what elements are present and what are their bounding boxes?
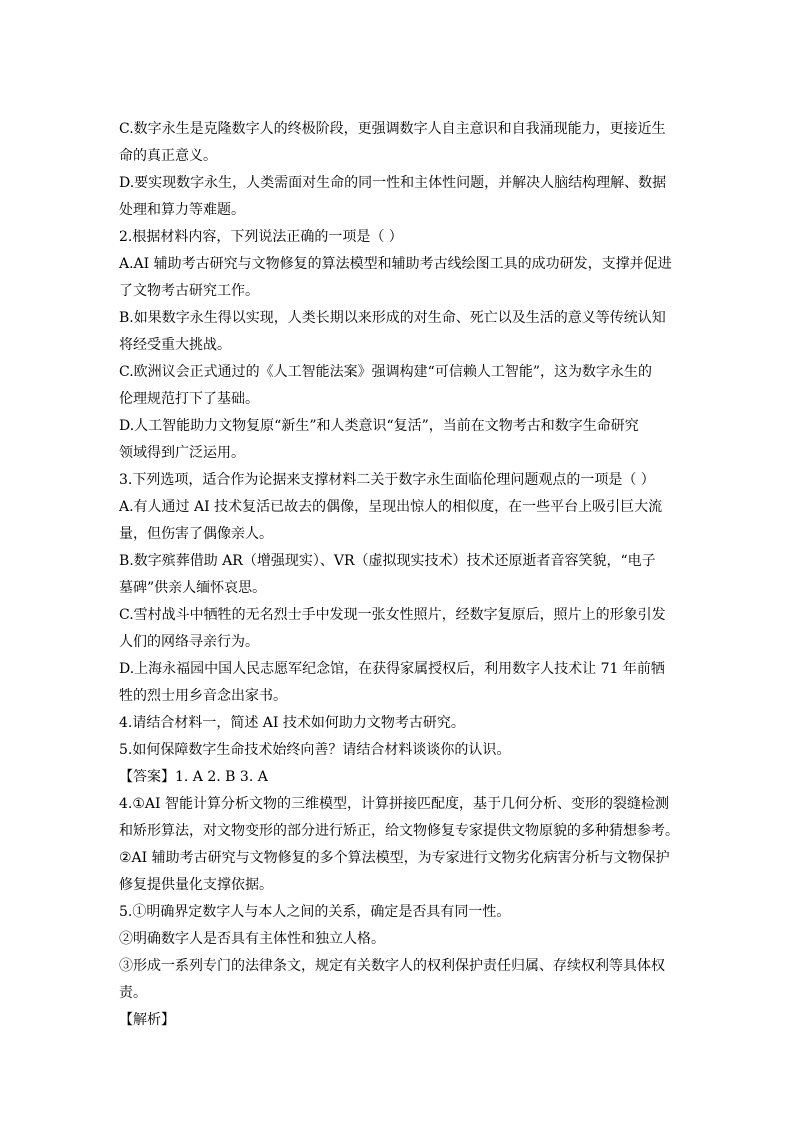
q2-option-b-line-1: B.如果数字永生得以实现，人类长期以来形成的对生命、死亡以及生活的意义等传统认知 xyxy=(119,310,666,326)
q3-option-c-line-1: C.雪村战斗中牺牲的无名烈士手中发现一张女性照片，经数字复原后，照片上的形象引发 xyxy=(119,607,666,623)
option-c-line-1: C.数字永生是克隆数字人的终极阶段，更强调数字人自主意识和自我涌现能力，更接近生 xyxy=(119,121,666,137)
q2-option-b-line-2: 将经受重大挑战。 xyxy=(119,337,231,353)
q2-option-d-line-1: D.人工智能助力文物复原“新生”和人类意识“复活”，当前在文物考古和数字生命研究 xyxy=(119,418,639,434)
answer-5-point-3-line-1: ③形成一系列专门的法律条文，规定有关数字人的权利保护责任归属、存续权利等具体权 xyxy=(119,958,665,974)
question-5: 5.如何保障数字生命技术始终向善？请结合材料谈谈你的认识。 xyxy=(119,742,511,758)
q3-option-b-line-2: 墓碑”供亲人缅怀哀思。 xyxy=(119,580,267,596)
answer-5-point-3-line-2: 责。 xyxy=(119,985,147,1001)
answer-4-point-2-line-2: 修复提供量化支撑依据。 xyxy=(119,877,273,893)
q2-option-a-line-2: 了文物考古研究工作。 xyxy=(119,283,259,299)
q2-option-c-line-2: 伦理规范打下了基础。 xyxy=(119,391,259,407)
answer-4-point-1-line-2: 和矫形算法，对文物变形的部分进行矫正，给文物修复专家提供文物原貌的多种猜想参考。 xyxy=(119,823,679,839)
analysis-heading: 【解析】 xyxy=(119,1012,175,1028)
document-page xyxy=(119,116,699,1034)
option-d-line-1: D.要实现数字永生，人类需面对生命的同一性和主体性问题，并解决人脑结构理解、数据 xyxy=(119,175,667,191)
answer-5-point-2: ②明确数字人是否具有主体性和独立人格。 xyxy=(119,931,385,947)
answer-4-point-1-line-1: 4.①AI 智能计算分析文物的三维模型，计算拼接匹配度，基于几何分析、变形的裂缝检测 xyxy=(119,796,669,812)
q2-option-a-line-1: A.AI 辅助考古研究与文物修复的算法模型和辅助考古线绘图工具的成功研发，支撑并促进 xyxy=(119,256,672,272)
q3-option-d-line-2: 牲的烈士用乡音念出家书。 xyxy=(119,688,287,704)
q3-option-b-line-1: B.数字殡葬借助 AR（增强现实）、VR（虚拟现实技术）技术还原逝者音容笑貌，“电子 xyxy=(119,553,656,569)
option-d-line-2: 处理和算力等难题。 xyxy=(119,202,245,218)
q3-option-a-line-1: A.有人通过 AI 技术复活已故去的偶像，呈现出惊人的相似度，在一些平台上吸引巨大流 xyxy=(119,499,663,515)
q2-option-d-line-2: 领域得到广泛运用。 xyxy=(119,445,245,461)
answer-key: 【答案】1. A 2. B 3. A xyxy=(119,769,268,785)
q3-option-a-line-2: 量，但伤害了偶像亲人。 xyxy=(119,526,273,542)
question-3-stem: 3.下列选项，适合作为论据来支撑材料二关于数字永生面临伦理问题观点的一项是（ ） xyxy=(119,472,655,488)
option-c-line-2: 命的真正意义。 xyxy=(119,148,217,164)
answer-4-point-2-line-1: ②AI 辅助考古研究与文物修复的多个算法模型，为专家进行文物劣化病害分析与文物保护 xyxy=(119,850,670,866)
question-2-stem: 2.根据材料内容，下列说法正确的一项是（ ） xyxy=(119,229,403,245)
q3-option-c-line-2: 人们的网络寻亲行为。 xyxy=(119,634,259,650)
answer-5-point-1: 5.①明确界定数字人与本人之间的关系，确定是否具有同一性。 xyxy=(119,904,511,920)
q2-option-c-line-1: C.欧洲议会正式通过的《人工智能法案》强调构建“可信赖人工智能”，这为数字永生的 xyxy=(119,364,652,380)
q3-option-d-line-1: D.上海永福园中国人民志愿军纪念馆，在获得家属授权后，利用数字人技术让 71 年前牺 xyxy=(119,661,665,677)
question-4: 4.请结合材料一，简述 AI 技术如何助力文物考古研究。 xyxy=(119,715,465,731)
